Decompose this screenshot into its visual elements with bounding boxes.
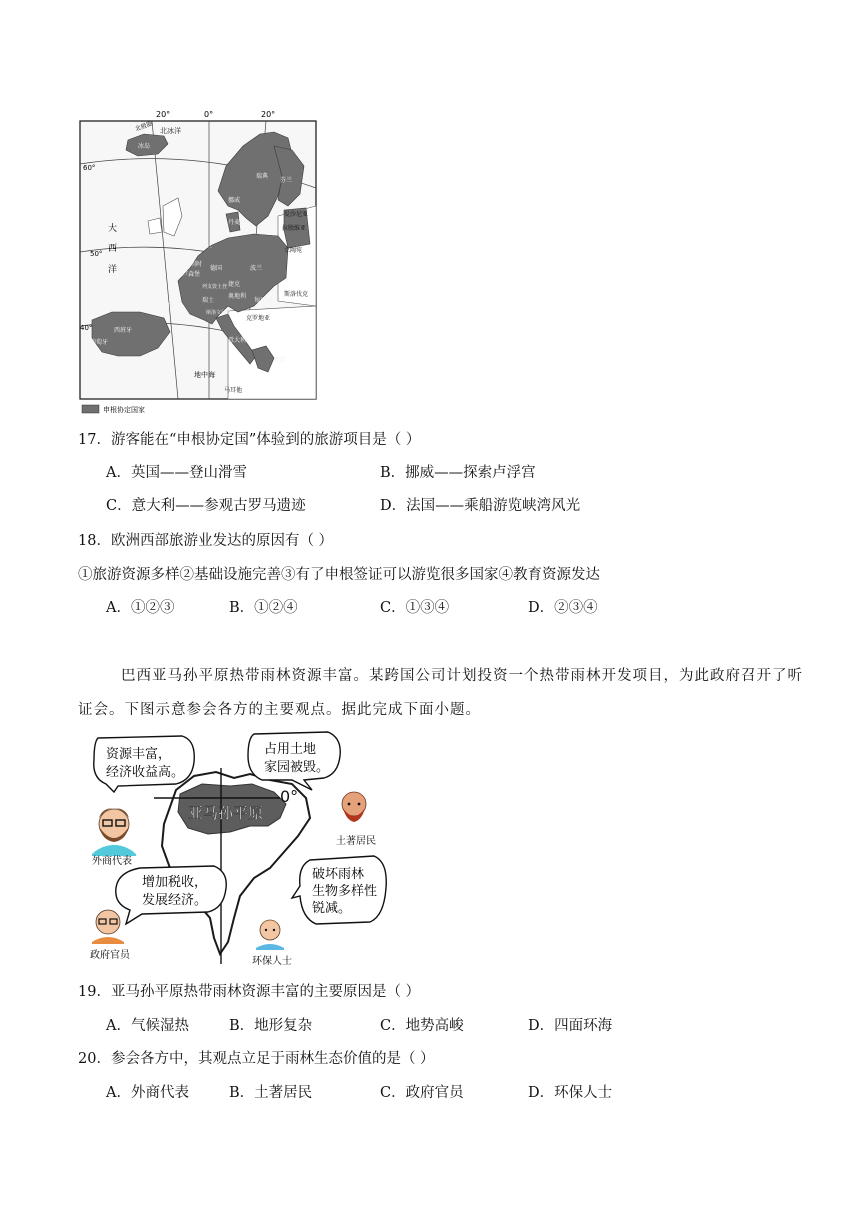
country-spain: 西班牙 [114,327,133,334]
country-belgium: 比利时 [184,261,203,268]
sea-label-5: 洋 [108,265,118,275]
q19-option-a[interactable]: A．气候湿热 [106,1018,189,1034]
country-norway: 挪威 [228,197,241,204]
sea-label-6: 地中海 [194,371,215,379]
q18-option-c[interactable]: C．①③④ [380,600,450,616]
bubble-env-line3: 锐减。 [312,901,352,916]
official-avatar [92,910,124,944]
lon-label-3: 20° [261,110,276,119]
legend-swatch [82,405,99,413]
country-denmark: 丹麦 [228,219,241,226]
bubble-official-line2: 发展经济。 [142,893,208,908]
brazil-hearing-figure [84,728,404,968]
bubble-env-line2: 生物多样性 [312,884,378,899]
q19-stem: 19．亚马孙平原热带雨林资源丰富的主要原因是（ ） [78,984,421,1000]
country-liechtenstein: 列支敦士登 [202,284,228,290]
foreign-investor-avatar [92,808,136,856]
bubble-foreign-line1: 资源丰富， [106,747,172,762]
lon-label-2: 0° [204,110,214,119]
sea-label-2: 北极圈 [134,120,154,133]
country-france: 法国 [162,303,175,310]
amazon-label: 亚马孙平原 [188,804,264,822]
sea-label-3: 大 [108,224,118,234]
country-germany: 德国 [210,265,223,272]
country-estonia: 爱沙尼亚 [284,211,309,218]
country-austria: 奥地利 [228,293,247,300]
bubble-env-line1: 破坏雨林 [312,867,365,882]
q17-option-c[interactable]: C．意大利——参观古罗马遗迹 [106,498,306,514]
q18-choices: ①旅游资源多样②基础设施完善③有了申根签证可以游览很多国家④教育资源发达 [78,567,600,583]
q18-option-b[interactable]: B．①②④ [229,600,298,616]
country-czech: 捷克 [228,281,241,288]
lat-label-3: 40° [80,324,93,332]
label-env: 环保人士 [252,956,292,967]
label-native: 土著居民 [336,836,376,847]
bubble-native-line2: 家园被毁。 [264,760,330,775]
country-netherlands: 荷兰 [200,243,213,250]
q18-option-a[interactable]: A．①②③ [106,600,175,616]
passage-line-2: 证会。下图示意参会各方的主要观点。据此完成下面小题。 [78,702,481,718]
q19-option-c[interactable]: C．地势高峻 [380,1018,464,1034]
q17-stem: 17．游客能在“申根协定国”体验到的旅游项目是（ ） [78,432,421,448]
country-sweden: 瑞典 [256,173,269,180]
legend-label: 申根协定国家 [103,406,145,414]
q17-option-d[interactable]: D．法国——乘船游览峡湾风光 [380,498,581,514]
country-latvia: 拉脱维亚 [282,225,307,232]
q17-option-b[interactable]: B．挪威——探索卢浮宫 [380,465,536,481]
q17-option-a[interactable]: A．英国——登山滑雪 [106,465,247,481]
bubble-foreign [94,736,195,792]
country-lithuania: 立陶宛 [284,247,303,254]
country-poland: 波兰 [250,265,263,272]
q19-option-d[interactable]: D．四面环海 [528,1018,613,1034]
native-avatar [342,792,366,822]
q18-stem: 18．欧洲西部旅游业发达的原因有（ ） [78,533,334,549]
bubble-native-line1: 占用土地 [264,742,317,757]
country-iceland: 冰岛 [138,143,151,150]
sea-label-1: 北冰洋 [160,127,181,135]
label-foreign: 外商代表 [92,856,132,867]
country-italy: 意大利 [228,337,247,344]
q20-option-b[interactable]: B．土著居民 [229,1085,313,1101]
country-portugal: 葡萄牙 [90,339,109,346]
lat-label-1: 60° [83,164,96,172]
country-greece: 希腊 [274,357,287,364]
country-slovakia: 斯洛伐克 [284,291,309,298]
passage-line-1: 巴西亚马孙平原热带雨林资源丰富。某跨国公司计划投资一个热带雨林开发项目，为此政府召开了听 [121,668,803,684]
equator-label: 0° [280,787,299,806]
country-croatia: 克罗地亚 [246,315,271,322]
country-finland: 芬兰 [280,177,293,184]
bubble-foreign-line2: 经济收益高。 [106,765,185,780]
lat-label-2: 50° [90,250,103,258]
q18-option-d[interactable]: D．②③④ [528,600,598,616]
europe-schengen-map [78,106,320,418]
q20-stem: 20．参会各方中，其观点立足于雨林生态价值的是（ ） [78,1051,435,1067]
bubble-official-line1: 增加税收， [142,875,208,890]
q20-option-d[interactable]: D．环保人士 [528,1085,613,1101]
lon-label-1: 20° [156,110,171,119]
q20-option-c[interactable]: C．政府官员 [380,1085,464,1101]
env-avatar [256,920,284,950]
country-luxembourg: 卢森堡 [182,271,201,278]
q19-option-b[interactable]: B．地形复杂 [229,1018,313,1034]
country-slovenia: 斯洛文尼亚 [206,310,232,316]
label-official: 政府官员 [90,950,130,961]
country-switzerland: 瑞士 [202,297,215,304]
q20-option-a[interactable]: A．外商代表 [106,1085,189,1101]
country-hungary: 匈牙利 [254,297,273,304]
sea-label-4: 西 [108,244,118,254]
country-malta: 马耳他 [224,387,243,394]
